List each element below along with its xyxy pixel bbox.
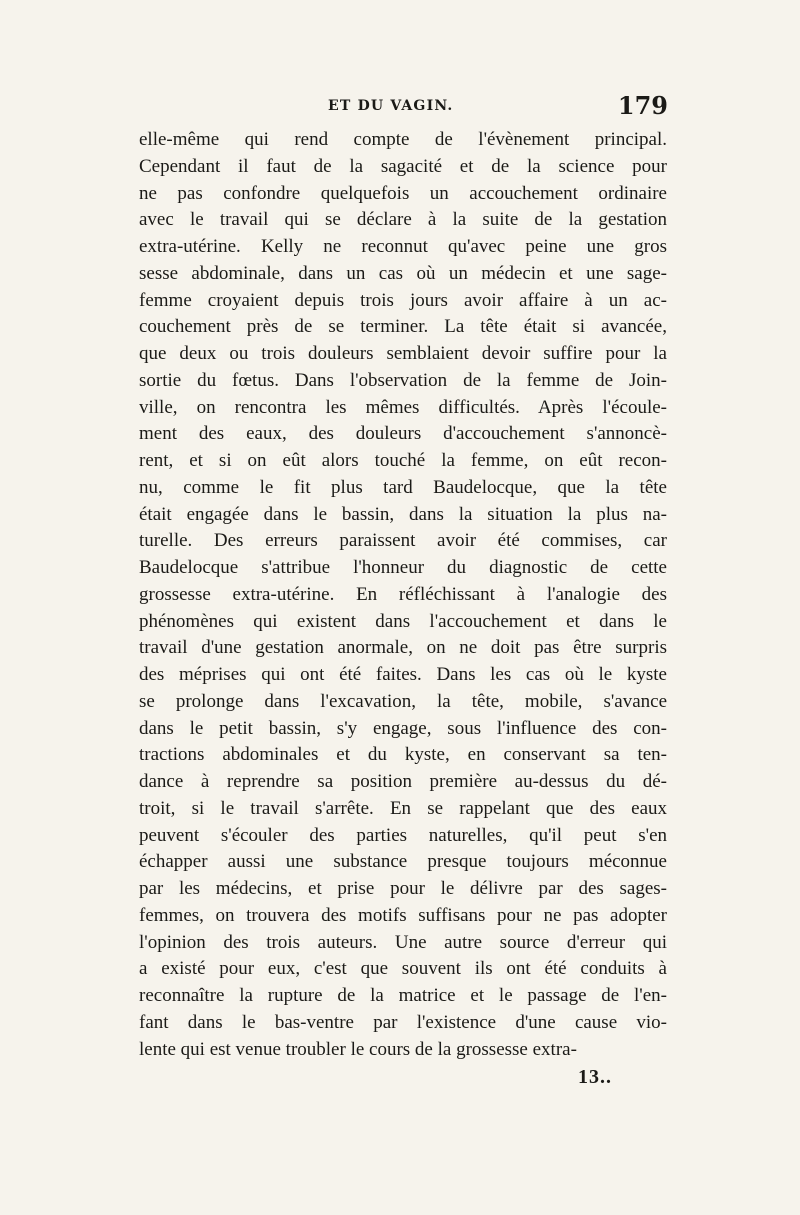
text-line: ment des eaux, des douleurs d'accouchement s'annoncè- bbox=[139, 423, 667, 445]
text-line: nu, comme le fit plus tard Baudelocque, que la tête bbox=[139, 476, 667, 498]
running-head bbox=[138, 91, 668, 124]
text-line: était engagée dans le bassin, dans la situation la plus na- bbox=[139, 503, 667, 525]
text-line: femme croyaient depuis trois jours avoir affaire à un ac- bbox=[139, 289, 667, 311]
text-line: sesse abdominale, dans un cas où un médecin et une sage- bbox=[139, 262, 667, 284]
text-line: turelle. Des erreurs paraissent avoir été commises, car bbox=[139, 530, 667, 552]
text-line: l'opinion des trois auteurs. Une autre source d'erreur qui bbox=[139, 931, 667, 953]
text-line: par les médecins, et prise pour le délivre par des sages- bbox=[139, 878, 667, 899]
text-line: se prolonge dans l'excavation, la tête, mobile, s'avance bbox=[139, 690, 667, 712]
text-line: peuvent s'écouler des parties naturelles, qu'il peut s'en bbox=[139, 824, 667, 846]
text-line: couchement près de se terminer. La tête était si avancée, bbox=[139, 316, 667, 338]
text-line: lente qui est venue troubler le cours de la grossesse extra- bbox=[139, 1038, 577, 1060]
text-line: reconnaître la rupture de la matrice et le passage de l'en- bbox=[139, 985, 667, 1006]
text-line: travail d'une gestation anormale, on ne doit pas être surpris bbox=[139, 637, 667, 659]
signature-mark: 13.. bbox=[578, 1066, 612, 1088]
text-line: avec le travail qui se déclare à la suite de la gestation bbox=[139, 209, 667, 231]
text-line: Cependant il faut de la sagacité et de la science pour bbox=[139, 155, 667, 177]
text-line: rent, et si on eût alors touché la femme, on eût recon- bbox=[139, 450, 667, 471]
text-line: grossesse extra-utérine. En réfléchissant à l'analogie des bbox=[139, 583, 667, 605]
text-line: échapper aussi une substance presque toujours méconnue bbox=[139, 851, 667, 873]
text-line: extra-utérine. Kelly ne reconnut qu'avec peine une gros bbox=[139, 236, 667, 257]
text-line: tractions abdominales et du kyste, en conservant sa ten- bbox=[139, 744, 667, 766]
text-line: elle-même qui rend compte de l'évènement principal. bbox=[139, 129, 667, 150]
text-line: a existé pour eux, c'est que souvent ils ont été conduits à bbox=[139, 958, 667, 980]
text-line: dance à reprendre sa position première au-dessus du dé- bbox=[139, 771, 667, 792]
text-line: sortie du fœtus. Dans l'observation de la femme de Join- bbox=[139, 369, 667, 391]
page-number: 179 bbox=[617, 91, 668, 120]
text-line: dans le petit bassin, s'y engage, sous l'influence des con- bbox=[139, 717, 667, 739]
text-line: Baudelocque s'attribue l'honneur du diagnostic de cette bbox=[139, 557, 667, 578]
text-line: des méprises qui ont été faites. Dans les cas où le kyste bbox=[139, 664, 667, 685]
text-line: femmes, on trouvera des motifs suffisans pour ne pas adopter bbox=[139, 904, 667, 926]
text-line: ville, on rencontra les mêmes difficultés. Après l'écoule- bbox=[139, 396, 667, 418]
body-text bbox=[139, 127, 667, 1063]
running-title: ET DU VAGIN. bbox=[328, 98, 454, 114]
text-line: que deux ou trois douleurs semblaient devoir suffire pour la bbox=[139, 343, 667, 364]
text-line: fant dans le bas-ventre par l'existence d'une cause vio- bbox=[139, 1011, 667, 1033]
text-line: ne pas confondre quelquefois un accouchement ordinaire bbox=[139, 182, 667, 204]
text-line: phénomènes qui existent dans l'accouchement et dans le bbox=[139, 610, 667, 632]
text-line: troit, si le travail s'arrête. En se rappelant que des eaux bbox=[139, 797, 667, 819]
